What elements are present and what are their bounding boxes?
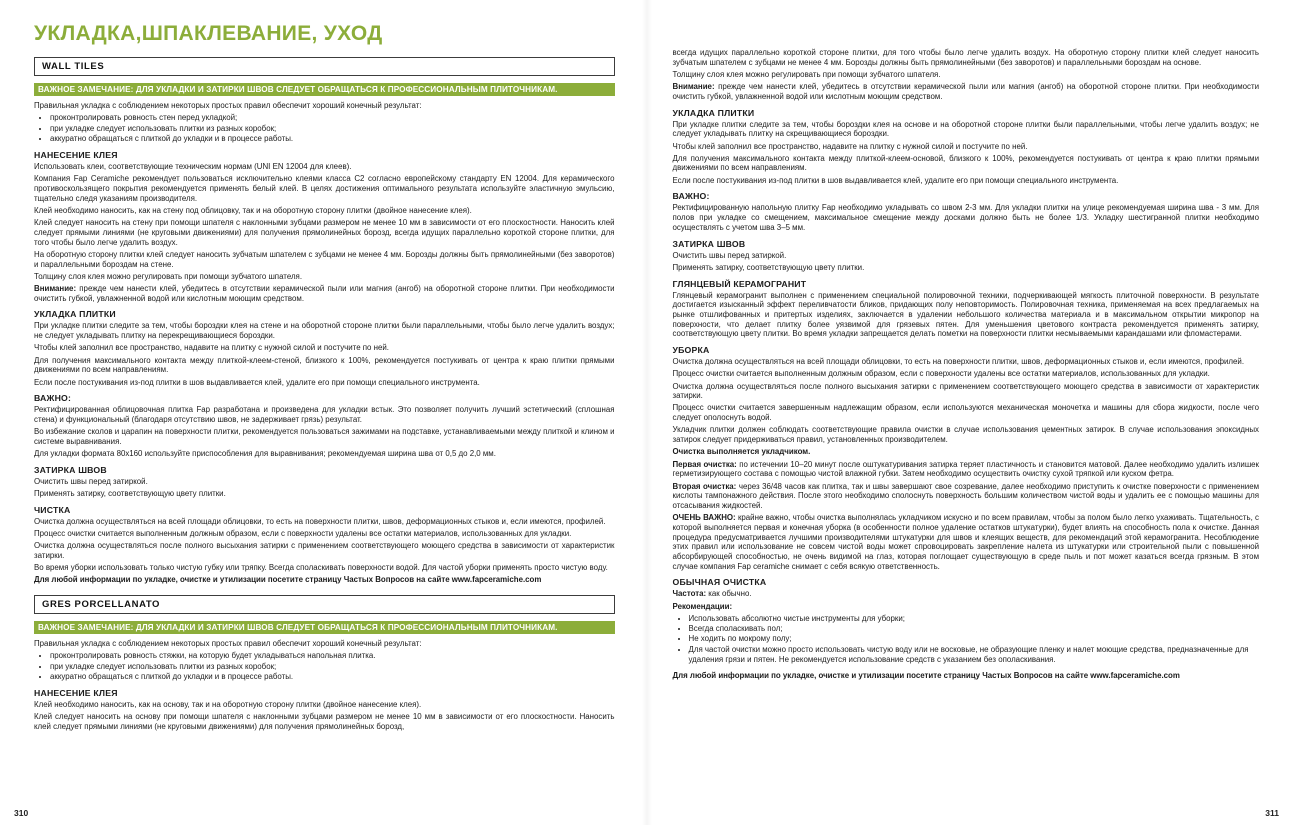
- paragraph-text: по истечении 10–20 минут после оштукатуривания затирка теряет пластичность и становится матовой. Далее необходимо удалить излишек герметизирующего состава с помощью чистой влажной губки. Затем необходимо осуществить очистку сухой тряпкой или куском фетра.: [672, 459, 1259, 479]
- paragraph-text: крайне важно, чтобы очистка выполнялась укладчиком искусно и по всем правилам, чтобы за полом было легко ухаживать. Тщательность, с которой выполняется первая и конечная уборка (в особенности полное удаление остатков штукатурки), будет влиять на способность пола к очистке. Данная процедура предусматривается лучшими производителями штукатурки для швов и клеящих веществ, для рекомендаций этой керамогранита. Несоблюдение этих правил или использование не совсем чистой воды может спровоцировать закрепление налета из штукатурки или строительной пыли с повышенной абсорбирующей способностью, не очень видимой на глаз, которая поглощает существующую в среде пыль и пот может казаться всегда грязным. В этом случае компания Fap ceramiche снимает с себя всякую ответственность.: [672, 513, 1259, 571]
- section-heading: ЧИСТКА: [34, 504, 71, 515]
- paragraph: Клей следует наносить на стену при помощи шпателя с наклонными зубцами размером не менее 10 мм в зависимости от его плоскостности. Наносить клей следует прямыми линиями (не круговыми движениями) для получения прямолинейных борозд, всегда идущих параллельно короткой стороне плитки, для того чтобы было легче удалить воздух.: [34, 218, 615, 247]
- paragraph-lead: Внимание:: [34, 284, 77, 294]
- paragraph: Глянцевый керамогранит выполнен с применением специальной полировочной техники, подчеркивающей мягкость плиточной поверхности. В результате достигается изысканный эффект переливчатости бликов, придающих полу неповторимость. Полировочная техника, применяемая на всех предлагаемых на рынке отшлифованных и притертых изделиях, заключается в удалении небольшого количества материала и в максимальном открытии микропор на поверхности, что делает плитку более уязвимой для грязевых пятен. Для уменьшения цветового контраста рекомендуется применять затирку, соответствующую цвету плитки. Во время укладки запрещается делать пометки на поверхности плитки несмываемыми карандашами или фломастерами.: [672, 290, 1259, 339]
- paragraph-with-lead: [673, 513, 1260, 571]
- paragraph: Толщину слоя клея можно регулировать при помощи зубчатого шпателя.: [34, 271, 303, 281]
- paragraph: Для получения максимального контакта между плиткой-клеем-стеной, близкого к 100%, рекомендуется постукивать от центра к краю плитки прямыми движениями по всем направлениям.: [34, 355, 615, 375]
- section-title-box: WALL TILES: [34, 57, 615, 76]
- paragraph-with-lead: [673, 589, 1260, 599]
- paragraph: Процесс очистки считается выполненным должным образом, если с поверхности удалены все остатки материалов, использованных для укладки.: [34, 529, 572, 539]
- paragraph: Очистка должна осуществляться на всей площади облицовки, то есть на поверхности плитки, швов, деформационных стыков и, если имеются, профилей.: [672, 357, 1245, 367]
- paragraph: Чтобы клей заполнил все пространство, надавите на плитку с нужной силой и постучите по ней.: [34, 343, 389, 353]
- bullet-item: • при укладке следует использовать плитки из разных коробок;: [50, 662, 615, 672]
- section-heading: УКЛАДКА ПЛИТКИ: [672, 107, 755, 118]
- right-page: [647, 0, 1293, 825]
- paragraph-text: через 36/48 часов как плитка, так и швы завершают свое созревание, далее необходимо приступить к очистке поверхности с применением кислоты тампонажного действия. После этого необходимо сполоснуть поверхность большим количеством чистой воды и удалить ее с помощью машины для отсасывания жидкостей.: [672, 481, 1260, 510]
- bullet-list: [34, 651, 615, 682]
- bullet-list: [673, 614, 1260, 665]
- paragraph: Очистка должна осуществляться после полного высыхания затирки с применением соответствующего моющего средства в зависимости от характеристик затирки.: [34, 541, 615, 560]
- paragraph: Очистить швы перед затиркой.: [34, 476, 148, 486]
- bullet-item: • Для частой очистки можно просто использовать чистую воду или не восковые, не образующие пленку и налет моющие средства, предназначенные для удаления грязи и пятен. Не рекомендуется использование средств с указанием без ополаскивания.: [689, 645, 1260, 666]
- page-number-right: 311: [1265, 808, 1279, 818]
- page-number-left: 310: [14, 808, 29, 818]
- paragraph-text: прежде чем нанести клей, убедитесь в отсутствии керамической пыли или магния (ангоб) на оборотной стороне плитки. При необходимости очистить губкой, увлажненной водой или кислотным моющим средством.: [34, 284, 615, 303]
- section-heading: НАНЕСЕНИЕ КЛЕЯ: [34, 150, 118, 161]
- bullet-item: • Использовать абсолютно чистые инструменты для уборки;: [689, 614, 1260, 624]
- paragraph: На оборотную сторону плитки клей следует наносить зубчатым шпателем с зубцами не менее 4 мм. Борозды должны быть прямолинейными (без заворотов) и параллельными бороздам на стене.: [34, 249, 615, 269]
- paragraph-lead: Первая очистка:: [672, 459, 737, 469]
- left-page-content: [34, 57, 615, 732]
- paragraph: Очистить швы перед затиркой.: [672, 250, 787, 260]
- bold-paragraph: Рекомендации:: [672, 601, 733, 611]
- paragraph: Толщину слоя клея можно регулировать при помощи зубчатого шпателя.: [672, 69, 941, 79]
- bullet-item: • Всегда споласкивать пол;: [689, 624, 1260, 634]
- bullet-item: • Не ходить по мокрому полу;: [689, 634, 1260, 644]
- paragraph: Применять затирку, соответствующую цвету плитки.: [34, 489, 226, 499]
- paragraph: Во время уборки использовать только чистую губку или тряпку. Всегда споласкивать поверхности водой. Для частой уборки применять просто чистую воду.: [34, 563, 608, 573]
- paragraph: Для укладки формата 80x160 используйте приспособления для выравнивания; рекомендуемая ширина шва от 0,5 до 2,0 мм.: [34, 449, 496, 459]
- page-gutter-divider: [642, 0, 652, 825]
- bullet-item: • проконтролировать ровность стен перед укладкой;: [50, 113, 615, 123]
- page-title: УКЛАДКА,ШПАКЛЕВАНИЕ, УХОД: [34, 22, 383, 45]
- section-heading: НАНЕСЕНИЕ КЛЕЯ: [34, 688, 118, 699]
- paragraph-with-lead: [673, 482, 1260, 511]
- section-heading: ОБЫЧНАЯ ОЧИСТКА: [672, 577, 767, 588]
- paragraph-with-lead: [673, 460, 1260, 479]
- paragraph-lead: Внимание:: [672, 82, 715, 92]
- section-heading: ГЛЯНЦЕВЫЙ КЕРАМОГРАНИТ: [672, 278, 807, 289]
- paragraph: Клей необходимо наносить, как на стену под облицовку, так и на оборотную сторону плитки (двойное нанесение клея).: [34, 205, 472, 215]
- paragraph: Компания Fap Ceramiche рекомендует пользоваться исключительно клеями класса C2 согласно европейскому стандарту EN 12004. Для керамического противоскользящего покрытия рекомендуется применять белый клей. В целях достижения оптимального результата используйте эластичную эмульсию, тщательно следя указаниям производителя.: [34, 174, 615, 203]
- paragraph: Процесс очистки считается выполненным должным образом, если с поверхности удалены все остатки материалов, использованных для укладки.: [672, 369, 1210, 379]
- paragraph-text: как обычно.: [706, 589, 752, 599]
- paragraph: Ректифицированную напольную плитку Fap необходимо укладывать со швом 2-3 мм. Для укладки плитки на улице рекомендуемая ширина шва - 3 мм. Для полов при укладке со смещением, максимальное смещение между досками должно быть не более 1/3. Укладку шестигранной плитки необходимо осуществлять с учетом шва 3–5 мм.: [672, 203, 1259, 232]
- paragraph: Ректифицированная облицовочная плитка Fap разработана и произведена для укладки встык. Это позволяет получить лучший эстетический (сплошная стена) и функциональный (благодаря отсутствию швов, не задерживает грязь) результат.: [34, 405, 615, 424]
- important-notice-bar: ВАЖНОЕ ЗАМЕЧАНИЕ: ДЛЯ УКЛАДКИ И ЗАТИРКИ ШВОВ СЛЕДУЕТ ОБРАЩАТЬСЯ К ПРОФЕССИОНАЛЬНЫМ ПЛИТОЧНИКАМ.: [34, 621, 615, 634]
- right-page-content: [673, 48, 1260, 681]
- section-heading: УБОРКА: [672, 345, 710, 356]
- paragraph: Применять затирку, соответствующую цвету плитки.: [672, 262, 865, 272]
- paragraph-lead: Вторая очистка:: [672, 481, 737, 491]
- bullet-item: • проконтролировать ровность стяжки, на которую будет укладываться напольная плитка.: [50, 651, 615, 661]
- paragraph-with-lead: [34, 284, 615, 303]
- paragraph: Для получения максимального контакта между плиткой-клеем-основой, близкого к 100%, рекомендуется постукивать от центра к краю плитки прямыми движениями по всем направлениям.: [672, 153, 1259, 173]
- section-heading: ВАЖНО:: [34, 393, 72, 404]
- section-title-box: GRES PORCELLANATO: [34, 595, 615, 614]
- paragraph: Правильная укладка с соблюдением некоторых простых правил обеспечит хороший конечный результат:: [34, 639, 422, 649]
- section-heading: ВАЖНО:: [672, 191, 710, 202]
- paragraph: Правильная укладка с соблюдением некоторых простых правил обеспечит хороший конечный результат:: [34, 101, 422, 111]
- paragraph: всегда идущих параллельно короткой стороне плитки, для того чтобы было легче удалить воздух. На оборотную сторону плитки клей следует наносить зубчатым шпателем с зубцами не менее 4 мм. Борозды должны быть прямолинейными (без заворотов) и параллельными бороздам на основе.: [672, 48, 1259, 67]
- paragraph: Если после постукивания из-под плитки в шов выдавливается клей, удалите его при помощи специального инструмента.: [672, 175, 1119, 185]
- paragraph: При укладке плитки следите за тем, чтобы бороздки клея на стене и на оборотной стороне плитки были параллельными, чтобы было легче удалить воздух; не следует укладывать плитку на перекрещивающиеся бороздки.: [34, 321, 615, 341]
- paragraph-lead: ОЧЕНЬ ВАЖНО:: [672, 513, 736, 523]
- paragraph: Укладчик плитки должен соблюдать соответствующие правила очистки в случае использования цементных затирок. В случае использования эпоксидных затирок следует придерживаться правил, установленных производителем.: [672, 425, 1259, 445]
- paragraph: Клей необходимо наносить, как на основу, так и на оборотную сторону плитки (двойное нанесение клея).: [34, 700, 422, 710]
- paragraph: Во избежание сколов и царапин на поверхности плитки, рекомендуется пользоваться зажимами на подставке, устанавливаемыми между плиткой и клином и системе выравнивания.: [34, 427, 615, 446]
- section-heading: ЗАТИРКА ШВОВ: [672, 238, 746, 249]
- paragraph-with-lead: [673, 82, 1260, 101]
- paragraph: Процесс очистки считается завершенным надлежащим образом, если используются механическая моночетка и машины для сбора жидкости, после чего следует ополоснуть водой.: [672, 403, 1259, 423]
- important-notice-bar: ВАЖНОЕ ЗАМЕЧАНИЕ: ДЛЯ УКЛАДКИ И ЗАТИРКИ ШВОВ СЛЕДУЕТ ОБРАЩАТЬСЯ К ПРОФЕССИОНАЛЬНЫМ ПЛИТОЧНИКАМ.: [34, 83, 615, 96]
- section-heading: ЗАТИРКА ШВОВ: [34, 464, 107, 475]
- paragraph: Клей следует наносить на основу при помощи шпателя с наклонными зубцами размером не менее 10 мм в зависимости от его плоскостности. Наносить клей следует прямыми линиями (не круговыми движениями) для получения прямолинейных борозд,: [34, 712, 615, 732]
- bullet-list: [34, 113, 615, 144]
- footer-note: Для любой информации по укладке, очистке и утилизации посетите страницу Частых Вопросов на сайте www.fapceramiche.com: [672, 671, 1180, 681]
- section-heading: УКЛАДКА ПЛИТКИ: [34, 309, 116, 320]
- paragraph: Если после постукивания из-под плитки в шов выдавливается клей, удалите его при помощи специального инструмента.: [34, 377, 480, 387]
- paragraph: Использовать клеи, соответствующие техническим нормам (UNI EN 12004 для клеев).: [34, 162, 352, 172]
- paragraph: Очистка должна осуществляться на всей площади облицовки, то есть на поверхности плитки, швов, деформационных стыков и, если имеются, профилей.: [34, 516, 606, 526]
- bold-paragraph: Очистка выполняется укладчиком.: [672, 447, 811, 457]
- bullet-item: • аккуратно обращаться с плиткой до укладки и в процессе работы.: [50, 134, 615, 144]
- bullet-item: • при укладке следует использовать плитки из разных коробок;: [50, 124, 615, 134]
- paragraph: При укладке плитки следите за тем, чтобы бороздки клея на основе и на оборотной стороне плитки были параллельными, чтобы легче удалить воздух; не следует укладывать плитку на скрещивающиеся бороздки.: [672, 119, 1259, 139]
- bullet-item: • аккуратно обращаться с плиткой до укладки и в процессе работы.: [50, 672, 615, 682]
- bold-paragraph: Для любой информации по укладке, очистке и утилизации посетите страницу Частых Вопросов на сайте www.fapceramiche.com: [34, 575, 542, 585]
- paragraph: Очистка должна осуществляться после полного высыхания затирки с применением соответствующего моющего средства в зависимости от характеристик затирки.: [672, 381, 1259, 401]
- paragraph-lead: Частота:: [672, 589, 707, 599]
- paragraph-text: прежде чем нанести клей, убедитесь в отсутствии керамической пыли или магния (ангоб) на оборотной стороне плитки. При необходимости очистить губкой, увлажненной водой или кислотным моющим средством.: [672, 82, 1259, 101]
- paragraph: Чтобы клей заполнил все пространство, надавите на плитку с нужной силой и постучите по ней.: [672, 141, 1028, 151]
